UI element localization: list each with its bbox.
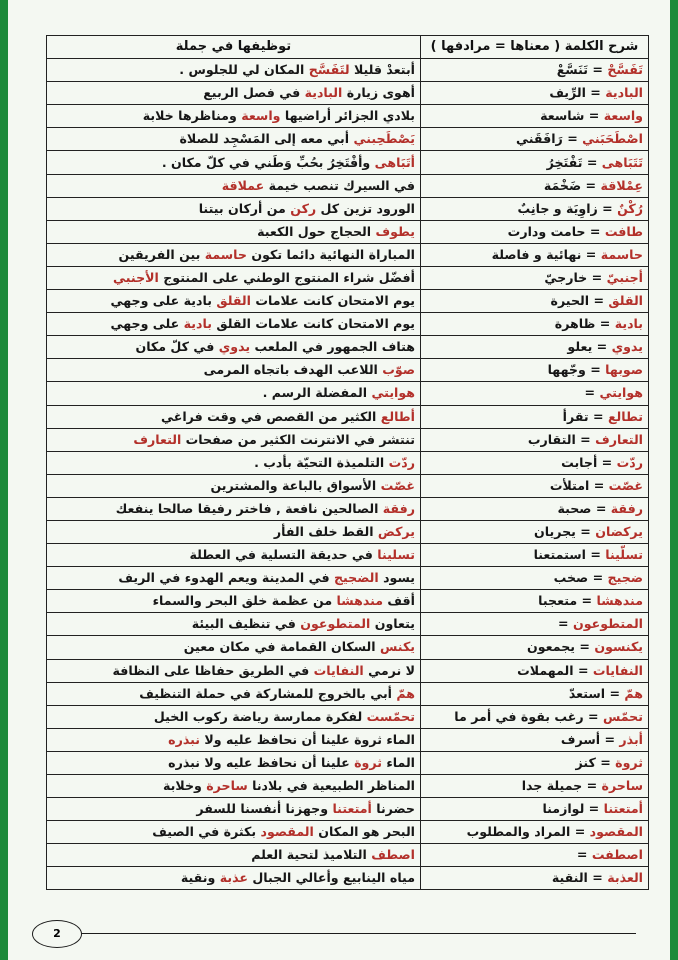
sentence-cell <box>47 775 421 798</box>
highlighted-word: طافت <box>604 223 643 239</box>
plain-text: الماء ثروة علينا أن نحافظ عليه ولا <box>200 731 415 747</box>
plain-text: = كنز <box>575 754 616 770</box>
table-header-row <box>47 36 649 59</box>
table-row <box>47 220 649 243</box>
highlighted-word: اصطف <box>371 847 415 863</box>
sentence-cell <box>47 428 421 451</box>
sentence-cell <box>47 821 421 844</box>
table-row <box>47 867 649 890</box>
plain-text: = المراد والمطلوب <box>466 824 590 840</box>
word-meaning-cell <box>421 497 649 520</box>
word-meaning-cell <box>421 751 649 774</box>
highlighted-word: يَصْطَحِبني <box>353 131 415 147</box>
sentence-cell <box>47 336 421 359</box>
highlighted-word: بادية <box>183 316 212 332</box>
plain-text: وخلابة <box>163 778 207 794</box>
plain-text: مياه الينابيع وأعالي الجبال <box>247 870 415 886</box>
sentence-cell <box>47 197 421 220</box>
word-meaning-cell <box>421 520 649 543</box>
highlighted-word: ساحرة <box>206 778 248 794</box>
plain-text: = رغب بقوة في أمر ما <box>454 708 603 724</box>
highlighted-word: تحمّس <box>602 708 643 724</box>
plain-text: = صخب <box>553 570 608 586</box>
word-meaning-cell <box>421 359 649 382</box>
table-row <box>47 290 649 313</box>
plain-text: = متعجبا <box>538 593 597 609</box>
header-sentence-usage: توظيفها في جملة <box>47 36 421 59</box>
highlighted-word: حاسمة <box>600 246 643 262</box>
plain-text: = الرِّيف <box>549 85 606 101</box>
highlighted-word: عملاقة <box>221 177 265 193</box>
table-row <box>47 520 649 543</box>
highlighted-word: مندهشا <box>336 593 384 609</box>
table-row <box>47 313 649 336</box>
word-meaning-cell <box>421 636 649 659</box>
highlighted-word: المقصود <box>589 824 643 840</box>
highlighted-word: عذبة <box>219 870 248 886</box>
plain-text: الكثير من القصص في وقت فراغي <box>160 408 381 424</box>
plain-text: = ظاهرة <box>554 316 615 332</box>
plain-text: = النقية <box>551 870 608 886</box>
word-meaning-cell <box>421 128 649 151</box>
highlighted-word: أجنبيّ <box>606 269 643 285</box>
plain-text: أبي معه إلى المَسْجِد للصلاة <box>179 131 354 147</box>
highlighted-word: أتَبَاهى <box>374 154 415 170</box>
word-meaning-cell <box>421 474 649 497</box>
plain-text: المناظر الطبيعية في بلادنا <box>247 778 415 794</box>
word-meaning-cell <box>421 313 649 336</box>
plain-text: = الحيرة <box>550 293 609 309</box>
table-row <box>47 775 649 798</box>
highlighted-word: أبذر <box>619 731 643 747</box>
word-meaning-cell <box>421 290 649 313</box>
table-row <box>47 405 649 428</box>
plain-text: في حديقة التسلية في العطلة <box>189 547 378 563</box>
plain-text: الورود تزين كل <box>316 200 415 216</box>
table-row <box>47 336 649 359</box>
highlighted-word: همّ <box>624 685 643 701</box>
highlighted-word: المتطوعون <box>572 616 643 632</box>
sentence-cell <box>47 405 421 428</box>
plain-text: = يجريان <box>534 524 596 540</box>
word-meaning-cell <box>421 705 649 728</box>
plain-text: على وجهي <box>110 316 184 332</box>
table-row <box>47 428 649 451</box>
highlighted-word: اصطفت <box>591 847 643 863</box>
highlighted-word: هوايتي <box>599 385 643 401</box>
word-meaning-cell <box>421 798 649 821</box>
highlighted-word: يطوف <box>375 223 415 239</box>
table-row <box>47 590 649 613</box>
highlighted-word: المتطوعون <box>300 616 371 632</box>
table-row <box>47 59 649 82</box>
plain-text: = <box>576 847 592 863</box>
plain-text: ومناظرها خلابة <box>142 108 242 124</box>
sentence-cell <box>47 798 421 821</box>
word-meaning-cell <box>421 405 649 428</box>
sentence-cell <box>47 567 421 590</box>
sentence-cell <box>47 590 421 613</box>
plain-text: الأسواق بالباعة والمشترين <box>210 477 381 493</box>
plain-text: = خارجيّ <box>544 269 607 285</box>
highlighted-word: تسلّينا <box>605 547 643 563</box>
word-meaning-cell <box>421 428 649 451</box>
plain-text: القط خلف الفأر <box>273 524 378 540</box>
sentence-cell <box>47 59 421 82</box>
highlighted-word: البادية <box>304 85 343 101</box>
highlighted-word: الأجنبي <box>113 269 159 285</box>
plain-text: = وجّهها <box>547 362 606 378</box>
sentence-cell <box>47 105 421 128</box>
table-row <box>47 659 649 682</box>
table-row <box>47 821 649 844</box>
word-meaning-cell <box>421 728 649 751</box>
plain-text: في السيرك تنصب خيمة <box>264 177 415 193</box>
plain-text: المفضلة الرسم . <box>262 385 372 401</box>
word-meaning-cell <box>421 382 649 405</box>
plain-text: = <box>558 616 573 632</box>
sentence-cell <box>47 544 421 567</box>
sentence-cell <box>47 751 421 774</box>
highlighted-word: هوايتي <box>371 385 415 401</box>
sentence-cell <box>47 474 421 497</box>
table-row <box>47 497 649 520</box>
plain-text: في تنظيف البيئة <box>191 616 301 632</box>
highlighted-word: يركضان <box>595 524 643 540</box>
sentence-cell <box>47 520 421 543</box>
word-meaning-cell <box>421 243 649 266</box>
plain-text: في فصل الربيع <box>203 85 305 101</box>
table-row <box>47 82 649 105</box>
plain-text: = صحبة <box>557 500 611 516</box>
highlighted-word: يكنس <box>380 639 415 655</box>
highlighted-word: البادية <box>605 85 643 101</box>
word-meaning-cell <box>421 59 649 82</box>
plain-text: التلاميذ لتحية العلم <box>251 847 372 863</box>
word-meaning-cell <box>421 544 649 567</box>
vocabulary-table <box>46 35 649 890</box>
sentence-cell <box>47 174 421 197</box>
word-meaning-cell <box>421 775 649 798</box>
sentence-cell <box>47 659 421 682</box>
sentence-cell <box>47 220 421 243</box>
highlighted-word: ردّت <box>616 454 643 470</box>
plain-text: = زاوِيَة و جانِبٌ <box>517 200 618 216</box>
plain-text: بادية على وجهي <box>110 293 217 309</box>
table-row <box>47 451 649 474</box>
table-row <box>47 682 649 705</box>
highlighted-word: المقصود <box>260 824 314 840</box>
plain-text: المباراة النهائية دائما تكون <box>246 246 415 262</box>
word-meaning-cell <box>421 451 649 474</box>
table-row <box>47 197 649 220</box>
plain-text: = ضَخْمَة <box>543 177 601 193</box>
plain-text: لفكرة ممارسة رياضة ركوب الخيل <box>153 708 367 724</box>
highlighted-word: تسلينا <box>377 547 415 563</box>
highlighted-word: غصّت <box>608 477 643 493</box>
plain-text: = جميلة جدا <box>521 778 602 794</box>
plain-text: أفضّل شراء المنتوج الوطني على المنتوج <box>158 269 415 285</box>
word-meaning-cell <box>421 266 649 289</box>
highlighted-word: ركن <box>290 200 317 216</box>
sentence-cell <box>47 844 421 867</box>
highlighted-word: تَفَسَّحْ <box>607 62 643 78</box>
table-row <box>47 243 649 266</box>
plain-text: بكثرة في الصيف <box>152 824 261 840</box>
sentence-cell <box>47 705 421 728</box>
plain-text: بلادي الجزائر أراضيها <box>280 108 415 124</box>
word-meaning-cell <box>421 821 649 844</box>
sentence-cell <box>47 613 421 636</box>
sentence-cell <box>47 128 421 151</box>
sentence-cell <box>47 867 421 890</box>
highlighted-word: مندهشا <box>596 593 643 609</box>
highlighted-word: التعارف <box>133 431 182 447</box>
plain-text: أقف <box>383 593 415 609</box>
highlighted-word: يكنسون <box>594 639 643 655</box>
word-meaning-cell <box>421 336 649 359</box>
top-margin <box>8 0 670 30</box>
sentence-cell <box>47 290 421 313</box>
table-row <box>47 174 649 197</box>
highlighted-word: رُكْنٌ <box>617 200 643 216</box>
sentence-cell <box>47 728 421 751</box>
table-row <box>47 266 649 289</box>
highlighted-word: أمتعتنا <box>332 801 372 817</box>
plain-text: = تَفْتَخِرُ <box>546 154 602 170</box>
table-row <box>47 798 649 821</box>
plain-text: يوم الامتحان كانت علامات القلق <box>211 316 415 332</box>
highlighted-word: اصْطَحَبَني <box>582 131 643 147</box>
highlighted-word: يدوي <box>611 339 643 355</box>
highlighted-word: أمتعتنا <box>603 801 643 817</box>
sentence-cell <box>47 451 421 474</box>
plain-text: = رَافَقَني <box>516 131 583 147</box>
highlighted-word: ثروة <box>354 754 382 770</box>
highlighted-word: بادية <box>614 316 643 332</box>
plain-text: هتاف الجمهور في الملعب <box>250 339 415 355</box>
highlighted-word: القلق <box>608 293 643 309</box>
highlighted-word: واسعة <box>603 108 643 124</box>
plain-text: = يعلو <box>567 339 612 355</box>
plain-text: الماء <box>381 754 415 770</box>
word-meaning-cell <box>421 174 649 197</box>
plain-text: بين الفريقين <box>118 246 205 262</box>
word-meaning-cell <box>421 613 649 636</box>
plain-text: من أركان بيتنا <box>198 200 291 216</box>
table-row <box>47 728 649 751</box>
word-meaning-cell <box>421 82 649 105</box>
plain-text: = شاسعة <box>540 108 604 124</box>
plain-text: = لوازمنا <box>542 801 604 817</box>
plain-text: حضرنا <box>371 801 415 817</box>
word-meaning-cell <box>421 197 649 220</box>
plain-text: في كلّ مكان <box>135 339 219 355</box>
highlighted-word: تطالع <box>607 408 643 424</box>
plain-text: وجهزنا أنفسنا للسفر <box>196 801 333 817</box>
highlighted-word: الضجيج <box>333 570 379 586</box>
sentence-cell <box>47 497 421 520</box>
word-meaning-cell <box>421 867 649 890</box>
plain-text: علينا أن نحافظ عليه ولا نبذره <box>168 754 355 770</box>
plain-text: = استمتعنا <box>533 547 606 563</box>
highlighted-word: أطالع <box>380 408 415 424</box>
highlighted-word: صوبها <box>605 362 643 378</box>
plain-text: ونقية <box>180 870 220 886</box>
word-meaning-cell <box>421 220 649 243</box>
plain-text: يوم الامتحان كانت علامات <box>250 293 415 309</box>
plain-text: لا نرمي <box>363 662 415 678</box>
highlighted-word: واسعة <box>241 108 281 124</box>
highlighted-word: يركض <box>377 524 415 540</box>
highlighted-word: التعارف <box>595 431 643 447</box>
highlighted-word: تحمّست <box>366 708 415 724</box>
sentence-cell <box>47 243 421 266</box>
highlighted-word: ضجيج <box>607 570 643 586</box>
plain-text: = التقارب <box>527 431 596 447</box>
plain-text: في الطريق حفاظا على النظافة <box>112 662 314 678</box>
plain-text: المكان لي للجلوس . <box>179 62 309 78</box>
highlighted-word: عِمْلاقة <box>600 177 643 193</box>
table-row <box>47 382 649 405</box>
highlighted-word: غصّت <box>380 477 415 493</box>
plain-text: = امتلأت <box>549 477 609 493</box>
plain-text: تنتشر في الانترنت الكثير من صفحات <box>181 431 415 447</box>
plain-text: = نهائية و فاصلة <box>491 246 601 262</box>
highlighted-word: تَتَبَاهى <box>601 154 643 170</box>
table-row <box>47 128 649 151</box>
sentence-cell <box>47 151 421 174</box>
highlighted-word: النفايات <box>592 662 643 678</box>
plain-text: البحر هو المكان <box>313 824 415 840</box>
highlighted-word: لتَفَسَّح <box>308 62 350 78</box>
word-meaning-cell <box>421 682 649 705</box>
table-row <box>47 544 649 567</box>
highlighted-word: نبذره <box>168 731 200 747</box>
table-row <box>47 844 649 867</box>
plain-text: = أجابت <box>561 454 617 470</box>
plain-text: الصالحين نافعة , فاختر رفيقا صالحا ينفعك <box>115 500 383 516</box>
plain-text: = تقرأ <box>562 408 608 424</box>
table-row <box>47 567 649 590</box>
sentence-cell <box>47 359 421 382</box>
plain-text: في المدينة ويعم الهدوء في الريف <box>118 570 334 586</box>
table-row <box>47 751 649 774</box>
sentence-cell <box>47 82 421 105</box>
highlighted-word: ثروة <box>615 754 643 770</box>
highlighted-word: العذبة <box>607 870 643 886</box>
sentence-cell <box>47 682 421 705</box>
plain-text: أهوى زيارة <box>342 85 415 101</box>
word-meaning-cell <box>421 105 649 128</box>
table-body <box>47 59 649 890</box>
header-word-meaning: شرح الكلمة ( معناها = مرادفها ) <box>421 36 649 59</box>
table-row <box>47 359 649 382</box>
table-row <box>47 705 649 728</box>
sentence-cell <box>47 313 421 336</box>
word-meaning-cell <box>421 590 649 613</box>
plain-text: = حامت ودارت <box>507 223 605 239</box>
bottom-rule <box>80 933 636 934</box>
plain-text: يسود <box>378 570 415 586</box>
table-row <box>47 613 649 636</box>
plain-text: وأفْتَخِرُ بحُبِّ وَطَني في كلّ مكان . <box>161 154 375 170</box>
plain-text: = يجمعون <box>527 639 595 655</box>
word-meaning-cell <box>421 659 649 682</box>
table-row <box>47 151 649 174</box>
plain-text: أبي بالخروج للمشاركة في حملة التنظيف <box>139 685 397 701</box>
table-row <box>47 474 649 497</box>
plain-text: = المهملات <box>517 662 593 678</box>
highlighted-word: همّ <box>396 685 415 701</box>
plain-text: أبتعدْ قليلا <box>349 62 415 78</box>
sentence-cell <box>47 636 421 659</box>
plain-text: = <box>584 385 600 401</box>
word-meaning-cell <box>421 151 649 174</box>
plain-text: يتعاون <box>370 616 415 632</box>
table-row <box>47 636 649 659</box>
highlighted-word: رفقة <box>610 500 643 516</box>
word-meaning-cell <box>421 844 649 867</box>
plain-text: = أسرف <box>560 731 620 747</box>
plain-text: اللاعب الهدف باتجاه المرمى <box>203 362 383 378</box>
highlighted-word: النفايات <box>313 662 364 678</box>
highlighted-word: صوّب <box>382 362 415 378</box>
plain-text: = تَنَسَّعْ <box>556 62 608 78</box>
sentence-cell <box>47 266 421 289</box>
plain-text: الحجاج حول الكعبة <box>257 223 376 239</box>
sentence-cell <box>47 382 421 405</box>
plain-text: التلميذة التحيّة بأدب . <box>254 454 389 470</box>
table-row <box>47 105 649 128</box>
highlighted-word: ردّت <box>388 454 415 470</box>
page-number: 2 <box>32 920 82 948</box>
plain-text: = استعدّ <box>568 685 625 701</box>
highlighted-word: حاسمة <box>204 246 247 262</box>
highlighted-word: رفقة <box>382 500 415 516</box>
highlighted-word: يدوي <box>218 339 251 355</box>
plain-text: من عظمة خلق البحر والسماء <box>152 593 337 609</box>
word-meaning-cell <box>421 567 649 590</box>
plain-text: السكان القمامة في مكان معين <box>183 639 380 655</box>
highlighted-word: القلق <box>216 293 251 309</box>
highlighted-word: ساحرة <box>601 778 643 794</box>
